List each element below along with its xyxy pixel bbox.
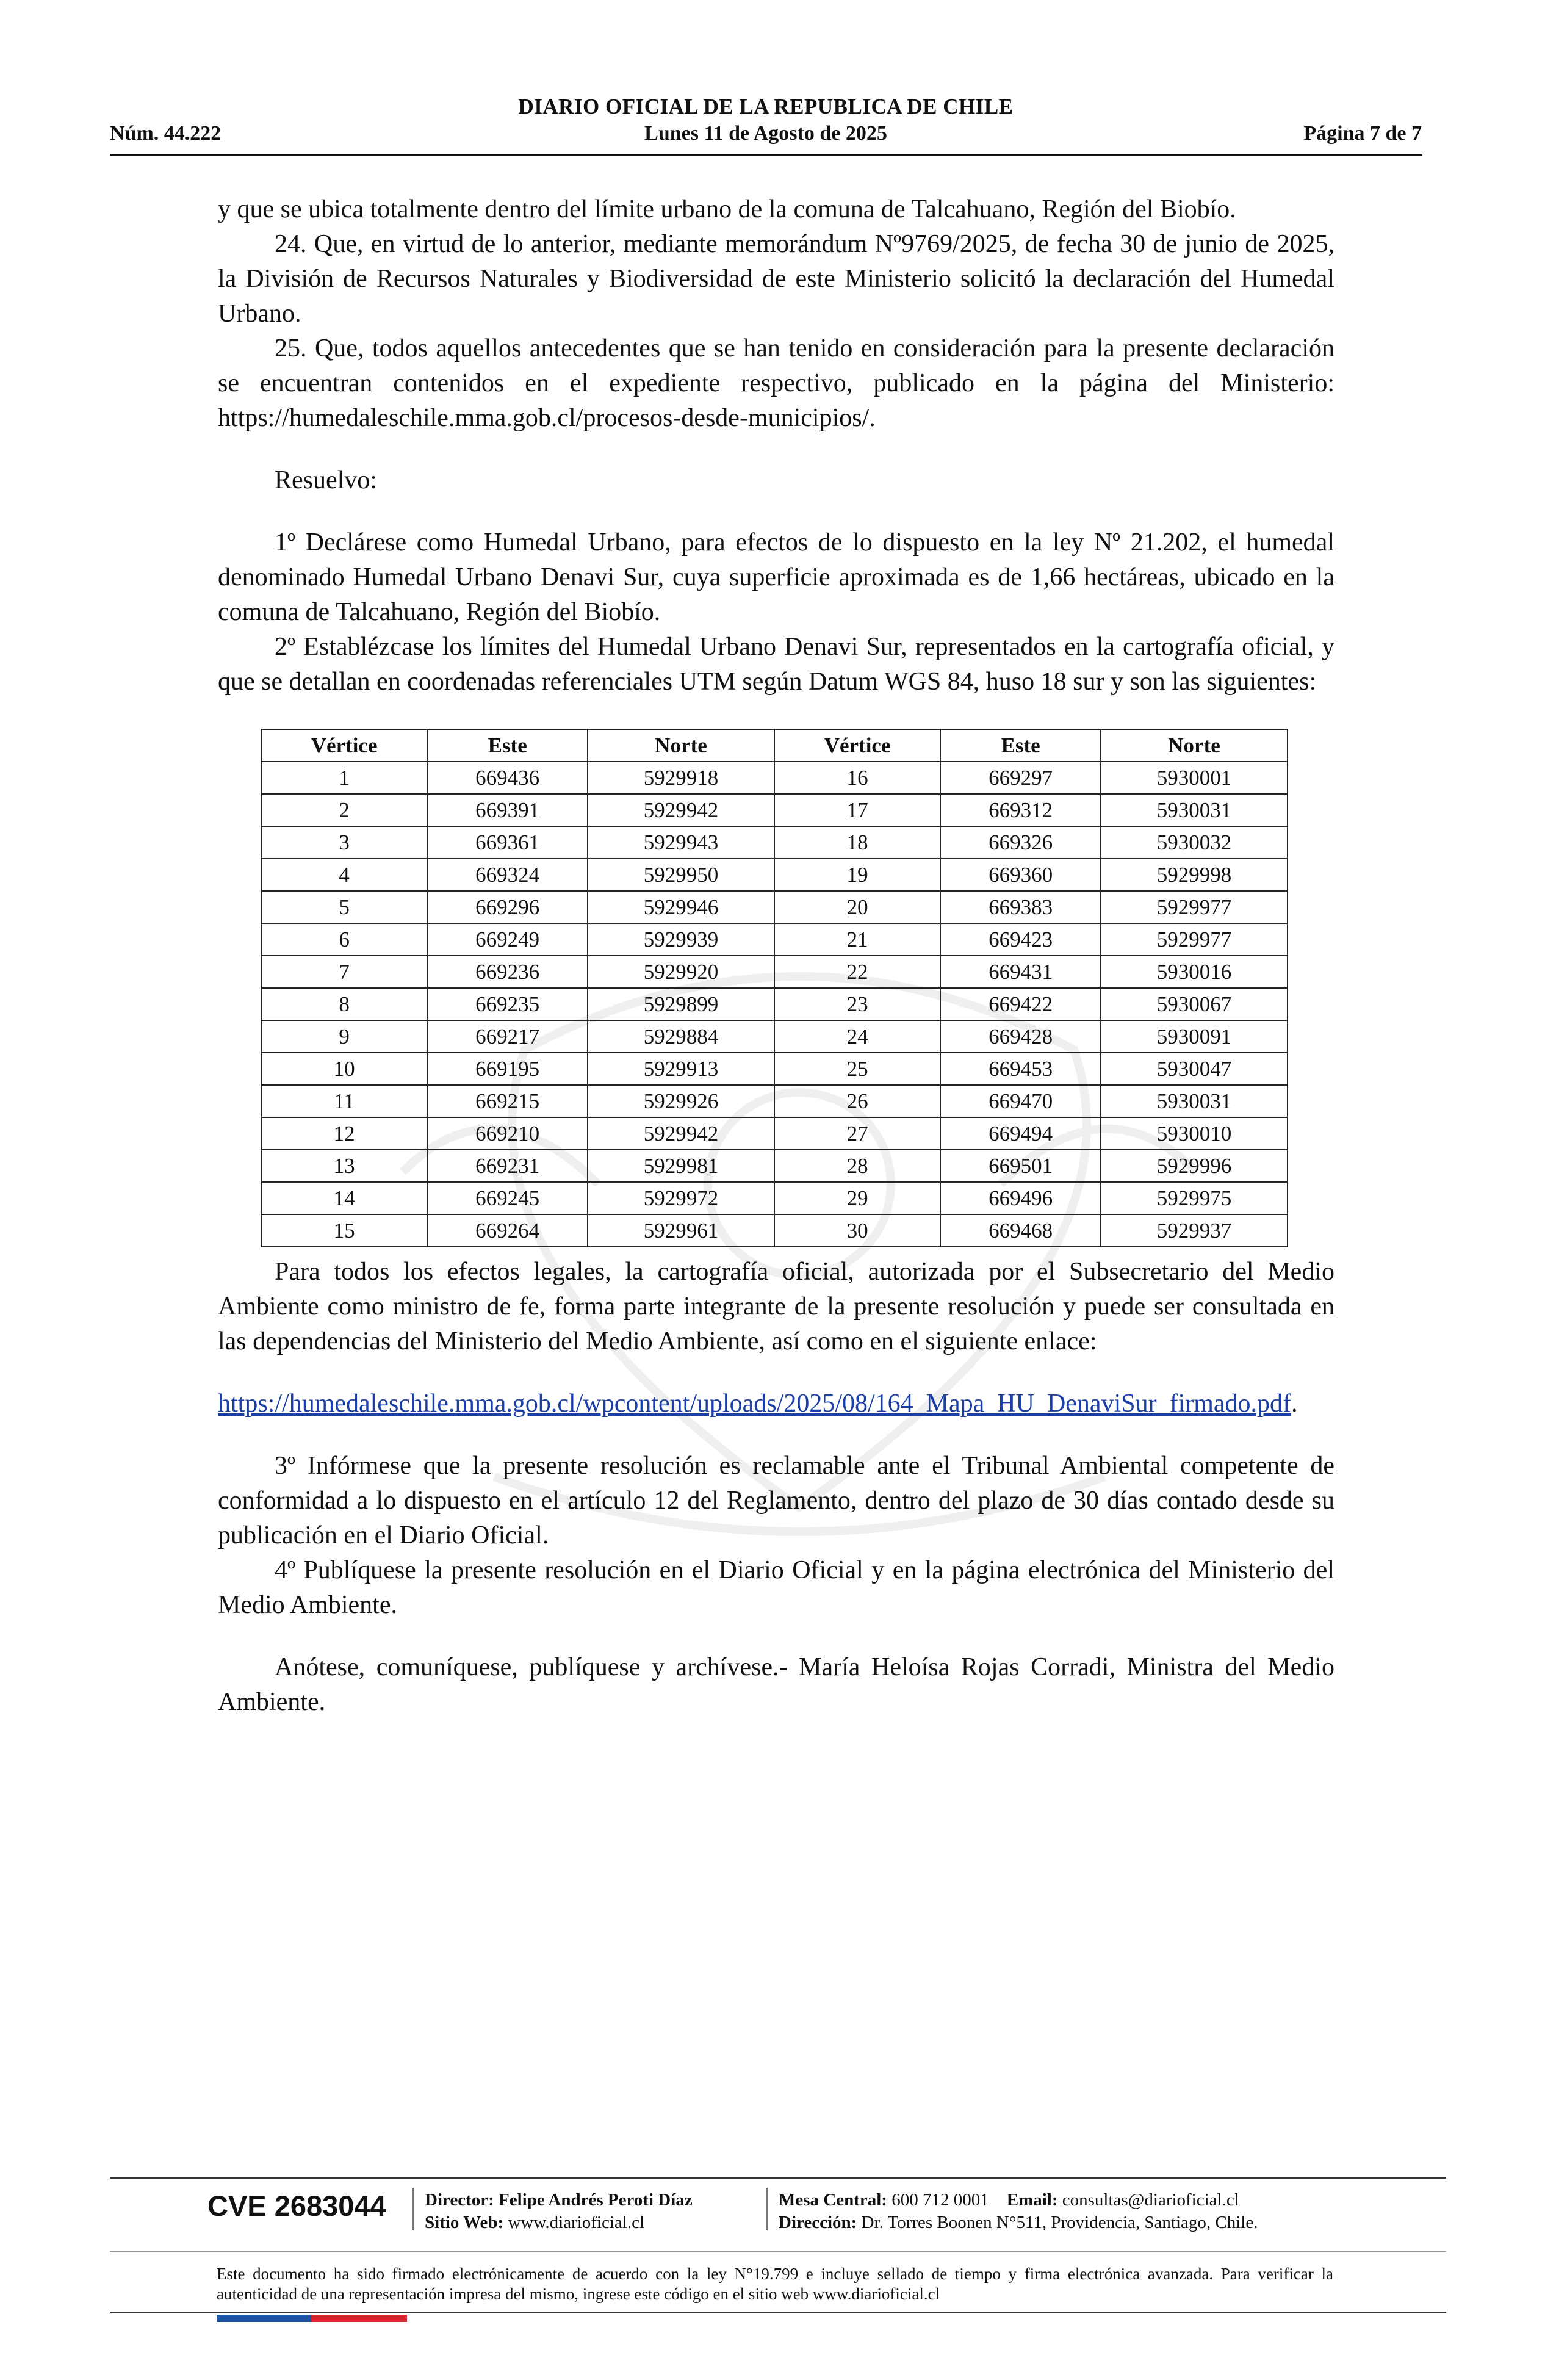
table-cell: 5929972 (588, 1182, 774, 1214)
table-cell: 21 (774, 923, 940, 956)
table-row (261, 1150, 1288, 1182)
table-cell: 5929884 (588, 1020, 774, 1053)
table-cell: 18 (774, 826, 940, 859)
table-cell: 8 (261, 988, 427, 1020)
table-row (261, 826, 1288, 859)
table-row (261, 1182, 1288, 1214)
resolution-4: 4º Publíquese la presente resolución en el Diario Oficial y en la página electrónica del Ministerio del Medio Ambiente. (218, 1556, 1334, 1619)
header-row (110, 122, 1422, 145)
footer-bottom-divider (110, 2312, 1446, 2313)
issue-date: Lunes 11 de Agosto de 2025 (644, 122, 887, 145)
table-cell: 2 (261, 794, 427, 826)
table-cell: 5 (261, 891, 427, 923)
table-cell: 26 (774, 1085, 940, 1117)
resolution-3: 3º Infórmese que la presente resolución es reclamable ante el Tribunal Ambiental competente de conformidad a lo dispuesto en el artículo 12 del Reglamento, dentro del plazo de 30 días contado desde su publicación en el Diario Oficial. (218, 1452, 1334, 1549)
footer-director-block (425, 2189, 693, 2234)
table-cell: 669453 (940, 1053, 1101, 1085)
table-cell: 669195 (427, 1053, 588, 1085)
table-cell: 19 (774, 859, 940, 891)
table-cell: 5929943 (588, 826, 774, 859)
address-label: Dirección: (779, 2213, 857, 2232)
table-cell: 669249 (427, 923, 588, 956)
table-cell: 669231 (427, 1150, 588, 1182)
col-header-vertice: Vértice (261, 729, 427, 762)
table-cell: 10 (261, 1053, 427, 1085)
table-cell: 669494 (940, 1117, 1101, 1150)
table-cell: 5929961 (588, 1214, 774, 1247)
resuelvo-heading: Resuelvo: (275, 466, 377, 494)
table-cell: 17 (774, 794, 940, 826)
table-cell: 5930031 (1101, 1085, 1288, 1117)
table-cell: 9 (261, 1020, 427, 1053)
col-header-norte: Norte (588, 729, 774, 762)
table-cell: 5930032 (1101, 826, 1288, 859)
director-label: Director: (425, 2190, 494, 2210)
table-row (261, 891, 1288, 923)
table-row (261, 859, 1288, 891)
table-cell: 23 (774, 988, 940, 1020)
table-cell: 5930091 (1101, 1020, 1288, 1053)
table-cell: 29 (774, 1182, 940, 1214)
table-cell: 25 (774, 1053, 940, 1085)
footer-separator (412, 2188, 414, 2230)
table-cell: 13 (261, 1150, 427, 1182)
table-cell: 669423 (940, 923, 1101, 956)
table-cell: 20 (774, 891, 940, 923)
table-row (261, 762, 1288, 794)
table-cell: 669361 (427, 826, 588, 859)
email-label: Email: (1006, 2190, 1058, 2210)
table-cell: 669431 (940, 956, 1101, 988)
table-cell: 5930031 (1101, 794, 1288, 826)
table-cell: 5930047 (1101, 1053, 1288, 1085)
table-cell: 5929926 (588, 1085, 774, 1117)
website-value[interactable]: www.diarioficial.cl (508, 2213, 645, 2232)
footer-contact-block (779, 2189, 1258, 2234)
mesa-value: 600 712 0001 (891, 2190, 989, 2210)
paragraph-cartografia: Para todos los efectos legales, la cartografía oficial, autorizada por el Subsecretario del Medio Ambiente como ministro de fe, forma parte integrante de la presente resolución y puede ser consultada en las dependencias del Ministerio del Medio Ambiente, así como en el siguiente enlace: (218, 1258, 1334, 1355)
table-cell: 4 (261, 859, 427, 891)
director-name: Felipe Andrés Peroti Díaz (499, 2190, 693, 2210)
table-cell: 669217 (427, 1020, 588, 1053)
table-cell: 669496 (940, 1182, 1101, 1214)
mesa-label: Mesa Central: (779, 2190, 887, 2210)
cartography-link[interactable]: https://humedaleschile.mma.gob.cl/wpcontent/uploads/2025/08/164_Mapa_HU_DenaviSur_firmado.pdf (218, 1390, 1292, 1418)
table-cell: 669296 (427, 891, 588, 923)
table-cell: 5929977 (1101, 923, 1288, 956)
footer-top-divider (110, 2177, 1446, 2179)
table-cell: 5929946 (588, 891, 774, 923)
table-row (261, 923, 1288, 956)
table-cell: 16 (774, 762, 940, 794)
table-cell: 30 (774, 1214, 940, 1247)
table-cell: 5929937 (1101, 1214, 1288, 1247)
table-cell: 5929996 (1101, 1150, 1288, 1182)
table-cell: 669324 (427, 859, 588, 891)
col-header-este: Este (427, 729, 588, 762)
table-cell: 5929920 (588, 956, 774, 988)
table-cell: 5930010 (1101, 1117, 1288, 1150)
link-suffix: . (1291, 1390, 1298, 1418)
table-cell: 5929950 (588, 859, 774, 891)
table-cell: 5929975 (1101, 1182, 1288, 1214)
table-row (261, 988, 1288, 1020)
table-row (261, 794, 1288, 826)
table-cell: 669383 (940, 891, 1101, 923)
table-cell: 669428 (940, 1020, 1101, 1053)
table-cell: 5930001 (1101, 762, 1288, 794)
table-cell: 669215 (427, 1085, 588, 1117)
table-cell: 669326 (940, 826, 1101, 859)
table-cell: 28 (774, 1150, 940, 1182)
table-body (261, 762, 1288, 1247)
table-cell: 5929913 (588, 1053, 774, 1085)
table-cell: 669210 (427, 1117, 588, 1150)
table-cell: 5929942 (588, 1117, 774, 1150)
table-cell: 24 (774, 1020, 940, 1053)
email-value[interactable]: consultas@diarioficial.cl (1062, 2190, 1239, 2210)
resolution-1: 1º Declárese como Humedal Urbano, para efectos de lo dispuesto en la ley Nº 21.202, el humedal denominado Humedal Urbano Denavi Sur, cuya superficie aproximada es de 1,66 hectáreas, ubicado en la comuna de Talcahuano, Región del Biobío. (218, 528, 1334, 626)
table-cell: 5929981 (588, 1150, 774, 1182)
table-cell: 669468 (940, 1214, 1101, 1247)
table-cell: 669360 (940, 859, 1101, 891)
cve-code: CVE 2683044 (207, 2190, 386, 2222)
col-header-norte: Norte (1101, 729, 1288, 762)
issue-number: Núm. 44.222 (110, 122, 222, 145)
col-header-vertice: Vértice (774, 729, 940, 762)
page-number: Página 7 de 7 (1303, 122, 1422, 145)
table-cell: 669245 (427, 1182, 588, 1214)
table-cell: 669312 (940, 794, 1101, 826)
table-row (261, 1214, 1288, 1247)
document-body (218, 192, 1334, 1720)
header-divider (110, 154, 1422, 156)
gazette-title: DIARIO OFICIAL DE LA REPUBLICA DE CHILE (518, 95, 1014, 118)
table-cell: 5930067 (1101, 988, 1288, 1020)
table-row (261, 1053, 1288, 1085)
table-cell: 1 (261, 762, 427, 794)
table-cell: 669470 (940, 1085, 1101, 1117)
table-cell: 3 (261, 826, 427, 859)
paragraph-25: 25. Que, todos aquellos antecedentes que se han tenido en consideración para la presente declaración se encuentran contenidos en el expediente respectivo, publicado en la página del Ministerio: https://humedaleschile.mma.gob.cl/procesos-desde-municipios/. (218, 334, 1334, 432)
table-cell: 14 (261, 1182, 427, 1214)
table-cell: 7 (261, 956, 427, 988)
closing-signature: Anótese, comuníquese, publíquese y archívese.- María Heloísa Rojas Corradi, Ministra del Medio Ambiente. (218, 1653, 1334, 1716)
table-cell: 669236 (427, 956, 588, 988)
table-cell: 27 (774, 1117, 940, 1150)
table-row (261, 1117, 1288, 1150)
table-cell: 669235 (427, 988, 588, 1020)
table-cell: 22 (774, 956, 940, 988)
table-cell: 6 (261, 923, 427, 956)
table-cell: 12 (261, 1117, 427, 1150)
website-label: Sitio Web: (425, 2213, 504, 2232)
flag-bar-blue (217, 2315, 311, 2322)
address-value: Dr. Torres Boonen N°511, Providencia, Santiago, Chile. (861, 2213, 1258, 2232)
paragraph-continuation: y que se ubica totalmente dentro del límite urbano de la comuna de Talcahuano, Región del Biobío. (218, 195, 1236, 223)
table-cell: 669391 (427, 794, 588, 826)
table-header-row (261, 729, 1288, 762)
footer-separator (766, 2188, 768, 2230)
col-header-este: Este (940, 729, 1101, 762)
table-cell: 5929977 (1101, 891, 1288, 923)
table-cell: 5929899 (588, 988, 774, 1020)
table-cell: 669264 (427, 1214, 588, 1247)
table-cell: 5929918 (588, 762, 774, 794)
table-cell: 669422 (940, 988, 1101, 1020)
table-cell: 669297 (940, 762, 1101, 794)
resolution-2: 2º Establézcase los límites del Humedal Urbano Denavi Sur, representados en la cartografía oficial, y que se detallan en coordenadas referenciales UTM según Datum WGS 84, huso 18 sur y son las siguientes: (218, 633, 1334, 696)
paragraph-24: 24. Que, en virtud de lo anterior, mediante memorándum Nº9769/2025, de fecha 30 de junio de 2025, la División de Recursos Naturales y Biodiversidad de este Ministerio solicitó la declaración del Humedal Urbano. (218, 230, 1334, 328)
table-row (261, 1020, 1288, 1053)
table-cell: 669436 (427, 762, 588, 794)
cartography-link-line (218, 1387, 1334, 1421)
flag-bar-red (311, 2315, 407, 2322)
legal-notice: Este documento ha sido firmado electrónicamente de acuerdo con la ley N°19.799 e incluye sellado de tiempo y firma electrónica avanzada. Para verificar la autenticidad de una representación impresa del mismo, ingrese este código en el sitio web www.diarioficial.cl (217, 2265, 1333, 2303)
footer-mid-divider (110, 2251, 1446, 2252)
table-cell: 11 (261, 1085, 427, 1117)
table-cell: 5930016 (1101, 956, 1288, 988)
table-row (261, 956, 1288, 988)
table-cell: 15 (261, 1214, 427, 1247)
table-cell: 669501 (940, 1150, 1101, 1182)
table-row (261, 1085, 1288, 1117)
table-cell: 5929939 (588, 923, 774, 956)
coordinates-table (261, 729, 1288, 1247)
table-cell: 5929998 (1101, 859, 1288, 891)
table-cell: 5929942 (588, 794, 774, 826)
